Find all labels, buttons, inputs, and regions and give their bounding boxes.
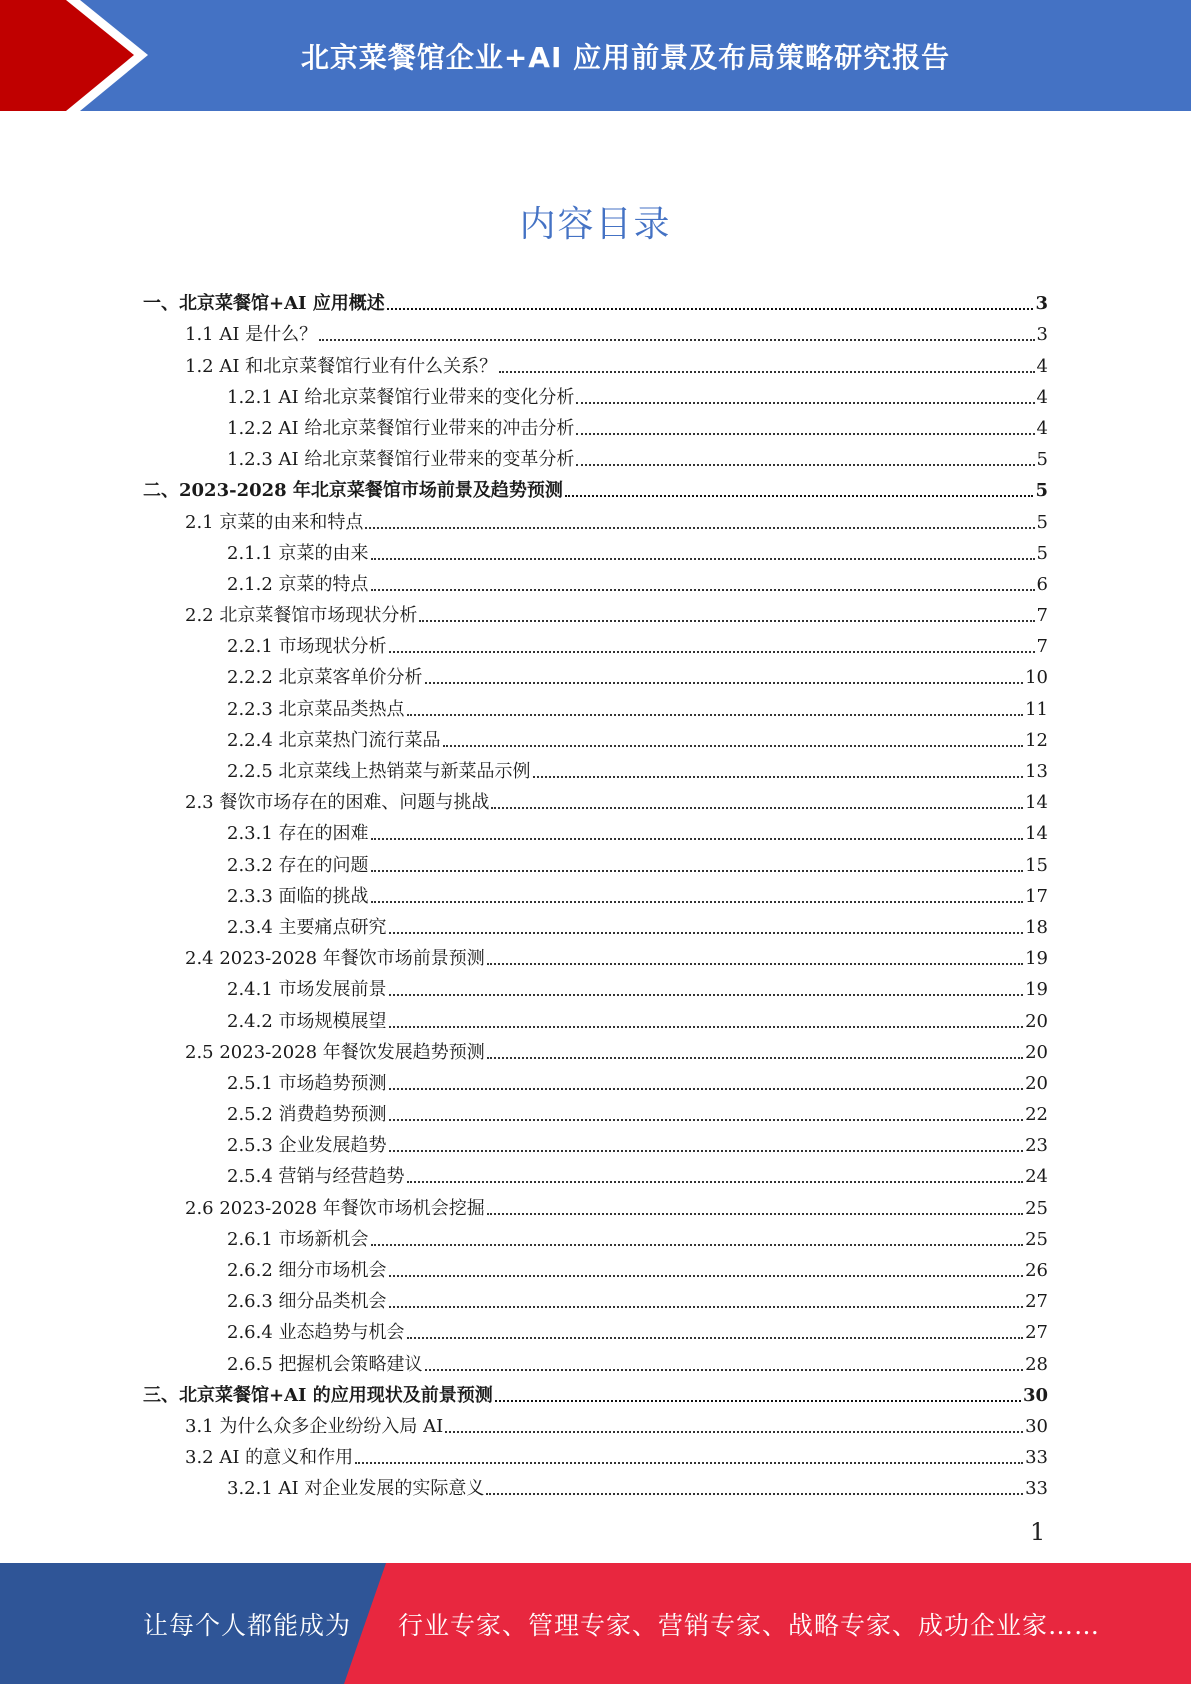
toc-entry-page: 19	[1025, 979, 1048, 1001]
toc-entry-title: 2.1.1 京菜的由来	[227, 542, 369, 564]
toc-entry-page: 22	[1025, 1104, 1048, 1126]
toc-entry-page: 33	[1025, 1478, 1048, 1500]
toc-entry-level-3[interactable]	[143, 1344, 1048, 1375]
toc-entry-title: 1.2 AI 和北京菜餐馆行业有什么关系？	[185, 355, 498, 377]
toc-entry-title: 1.2.2 AI 给北京菜餐馆行业带来的冲击分析	[227, 417, 575, 439]
toc-entry-level-1[interactable]	[143, 1376, 1048, 1407]
toc-entry-title: 2.5.2 消费趋势预测	[227, 1104, 387, 1126]
toc-dot-leader	[425, 682, 1024, 684]
toc-entry-page: 15	[1025, 854, 1048, 876]
toc-entry-level-3[interactable]	[143, 627, 1048, 658]
toc-entry-page: 14	[1025, 823, 1048, 845]
toc-entry-title: 一、北京菜餐馆+AI 应用概述	[143, 293, 385, 315]
toc-entry-title: 1.1 AI 是什么？	[185, 324, 318, 346]
report-title: 北京菜餐馆企业+AI 应用前景及布局策略研究报告	[300, 40, 951, 74]
toc-entry-title: 2.5 2023-2028 年餐饮发展趋势预测	[185, 1041, 485, 1063]
toc-entry-level-3[interactable]	[143, 721, 1048, 752]
toc-entry-page: 28	[1025, 1353, 1048, 1375]
toc-dot-leader	[389, 1275, 1024, 1277]
toc-entry-title: 2.6.4 业态趋势与机会	[227, 1322, 405, 1344]
toc-dot-leader	[486, 1493, 1023, 1495]
toc-entry-page: 12	[1025, 729, 1048, 751]
toc-entry-level-3[interactable]	[143, 409, 1048, 440]
toc-entry-title: 3.2.1 AI 对企业发展的实际意义	[227, 1478, 485, 1500]
toc-dot-leader	[443, 745, 1024, 747]
toc-entry-title: 2.3.3 面临的挑战	[227, 885, 369, 907]
toc-heading: 内容目录	[519, 204, 672, 245]
toc-entry-title: 2.5.1 市场趋势预测	[227, 1072, 387, 1094]
toc-dot-leader	[389, 1119, 1024, 1121]
toc-dot-leader	[487, 1213, 1023, 1215]
toc-entry-level-3[interactable]	[143, 1064, 1048, 1095]
header-banner	[0, 0, 1191, 111]
toc-entry-title: 2.6.3 细分品类机会	[227, 1291, 387, 1313]
toc-entry-level-3[interactable]	[143, 1001, 1048, 1032]
toc-dot-leader	[371, 1244, 1024, 1246]
toc-entry-page: 3	[1035, 293, 1048, 315]
toc-entry-page: 20	[1025, 1010, 1048, 1032]
toc-entry-title: 2.6.5 把握机会策略建议	[227, 1353, 423, 1375]
toc-dot-leader	[576, 464, 1034, 466]
toc-entry-page: 6	[1036, 573, 1048, 595]
toc-entry-level-3[interactable]	[143, 440, 1048, 471]
toc-entry-page: 27	[1025, 1291, 1048, 1313]
toc-entry-level-3[interactable]	[143, 1251, 1048, 1282]
toc-dot-leader	[487, 963, 1023, 965]
toc-dot-leader	[365, 527, 1034, 529]
toc-entry-level-3[interactable]	[143, 689, 1048, 720]
toc-entry-title: 2.6 2023-2028 年餐饮市场机会挖掘	[185, 1197, 485, 1219]
footer-slogan-right: 行业专家、管理专家、营销专家、战略专家、成功企业家……	[398, 1610, 1101, 1640]
toc-entry-level-2[interactable]	[143, 346, 1048, 377]
toc-entry-title: 2.5.3 企业发展趋势	[227, 1135, 387, 1157]
toc-dot-leader	[407, 1181, 1024, 1183]
toc-dot-leader	[576, 402, 1034, 404]
toc-entry-level-3[interactable]	[143, 1220, 1048, 1251]
toc-entry-page: 18	[1025, 916, 1048, 938]
toc-entry-page: 30	[1025, 1415, 1048, 1437]
toc-entry-level-2[interactable]	[143, 783, 1048, 814]
toc-entry-page: 11	[1025, 698, 1048, 720]
toc-entry-page: 3	[1036, 324, 1048, 346]
toc-entry-title: 3.1 为什么众多企业纷纷入局 AI	[185, 1415, 444, 1437]
toc-entry-page: 27	[1025, 1322, 1048, 1344]
toc-dot-leader	[389, 1150, 1024, 1152]
toc-entry-title: 1.2.3 AI 给北京菜餐馆行业带来的变革分析	[227, 449, 575, 471]
toc-entry-level-2[interactable]	[143, 502, 1048, 533]
toc-dot-leader	[533, 776, 1024, 778]
toc-entry-page: 10	[1025, 667, 1048, 689]
toc-entry-level-3[interactable]	[143, 908, 1048, 939]
toc-entry-level-3[interactable]	[143, 378, 1048, 409]
toc-dot-leader	[445, 1431, 1023, 1433]
toc-entry-level-3[interactable]	[143, 1469, 1048, 1500]
toc-entry-title: 2.2.3 北京菜品类热点	[227, 698, 405, 720]
toc-entry-level-3[interactable]	[143, 845, 1048, 876]
toc-entry-level-2[interactable]	[143, 1033, 1048, 1064]
toc-entry-level-3[interactable]	[143, 970, 1048, 1001]
toc-entry-title: 2.4.1 市场发展前景	[227, 979, 387, 1001]
toc-entry-page: 25	[1025, 1228, 1048, 1250]
toc-entry-title: 2.5.4 营销与经营趋势	[227, 1166, 405, 1188]
toc-entry-level-2[interactable]	[143, 315, 1048, 346]
toc-dot-leader	[487, 1057, 1023, 1059]
toc-entry-page: 26	[1025, 1260, 1048, 1281]
toc-entry-page: 13	[1025, 761, 1048, 782]
toc-dot-leader	[389, 994, 1024, 996]
toc-dot-leader	[389, 1026, 1024, 1028]
toc-entry-level-3[interactable]	[143, 877, 1048, 908]
toc-entry-title: 2.2.4 北京菜热门流行菜品	[227, 729, 441, 751]
toc-entry-title: 2.6.2 细分市场机会	[227, 1260, 387, 1281]
toc-entry-page: 4	[1036, 355, 1048, 377]
toc-entry-level-3[interactable]	[143, 752, 1048, 783]
toc-entry-title: 3.2 AI 的意义和作用	[185, 1447, 354, 1469]
page-number: 1	[1030, 1518, 1046, 1546]
toc-entry-level-3[interactable]	[143, 1126, 1048, 1157]
toc-dot-leader	[425, 1369, 1024, 1371]
toc-entry-title: 2.6.1 市场新机会	[227, 1228, 369, 1250]
toc-entry-page: 30	[1022, 1384, 1048, 1406]
toc-entry-title: 2.4 2023-2028 年餐饮市场前景预测	[185, 948, 485, 970]
toc-entry-level-3[interactable]	[143, 1157, 1048, 1188]
toc-entry-page: 14	[1025, 792, 1048, 814]
toc-entry-level-2[interactable]	[143, 1438, 1048, 1469]
toc-entry-title: 2.1 京菜的由来和特点	[185, 511, 364, 533]
toc-entry-page: 5	[1036, 511, 1048, 533]
toc-entry-page: 25	[1025, 1197, 1048, 1219]
toc-entry-title: 二、2023-2028 年北京菜餐馆市场前景及趋势预测	[143, 480, 563, 502]
toc-entry-level-3[interactable]	[143, 1282, 1048, 1313]
toc-entry-title: 2.3.1 存在的困难	[227, 823, 369, 845]
toc-dot-leader	[491, 807, 1023, 809]
toc-entry-level-3[interactable]	[143, 1313, 1048, 1344]
footer-banner	[0, 1563, 1191, 1684]
toc-dot-leader	[371, 838, 1024, 840]
toc-dot-leader	[371, 589, 1035, 591]
toc-entry-level-1[interactable]	[143, 284, 1048, 315]
toc-entry-title: 三、北京菜餐馆+AI 的应用现状及前景预测	[143, 1384, 493, 1406]
toc-entry-title: 2.2.2 北京菜客单价分析	[227, 667, 423, 689]
toc-dot-leader	[389, 1306, 1024, 1308]
toc-dot-leader	[407, 714, 1024, 716]
toc-entry-level-3[interactable]	[143, 658, 1048, 689]
toc-dot-leader	[355, 1462, 1023, 1464]
toc-dot-leader	[371, 870, 1024, 872]
toc-dot-leader	[371, 558, 1035, 560]
footer-slogan-left: 让每个人都能成为	[143, 1610, 352, 1640]
toc-dot-leader	[371, 901, 1024, 903]
toc-entry-level-1[interactable]	[143, 471, 1048, 502]
toc-dot-leader	[389, 651, 1035, 653]
toc-entry-level-2[interactable]	[143, 596, 1048, 627]
toc-entry-level-2[interactable]	[143, 1407, 1048, 1438]
toc-entry-page: 5	[1036, 449, 1048, 471]
toc-dot-leader	[419, 620, 1034, 622]
toc-entry-page: 4	[1036, 417, 1048, 439]
toc-dot-leader	[407, 1337, 1024, 1339]
toc-entry-title: 2.2.1 市场现状分析	[227, 636, 387, 658]
toc-dot-leader	[319, 339, 1034, 341]
toc-entry-page: 23	[1025, 1135, 1048, 1157]
toc-entry-title: 2.3.4 主要痛点研究	[227, 916, 387, 938]
toc-dot-leader	[495, 1400, 1021, 1402]
toc-dot-leader	[576, 433, 1034, 435]
toc-entry-page: 20	[1025, 1072, 1048, 1094]
toc-entry-page: 5	[1036, 542, 1048, 564]
toc-entry-title: 2.3.2 存在的问题	[227, 854, 369, 876]
toc-entry-page: 33	[1025, 1447, 1048, 1469]
toc-entry-title: 2.4.2 市场规模展望	[227, 1010, 387, 1032]
toc-entry-level-3[interactable]	[143, 534, 1048, 565]
toc-entry-page: 4	[1036, 386, 1048, 408]
toc-entry-page: 24	[1025, 1166, 1048, 1188]
toc-entry-level-2[interactable]	[143, 939, 1048, 970]
toc-entry-page: 19	[1025, 948, 1048, 970]
toc-dot-leader	[387, 308, 1034, 310]
toc-entry-page: 7	[1036, 636, 1048, 658]
toc-dot-leader	[565, 495, 1034, 497]
toc-entry-title: 1.2.1 AI 给北京菜餐馆行业带来的变化分析	[227, 386, 575, 408]
toc-entry-title: 2.1.2 京菜的特点	[227, 573, 369, 595]
toc-entry-level-3[interactable]	[143, 1095, 1048, 1126]
toc-entry-title: 2.3 餐饮市场存在的困难、问题与挑战	[185, 792, 490, 814]
toc-dot-leader	[389, 1088, 1024, 1090]
toc-dot-leader	[389, 932, 1024, 934]
toc-entry-page: 20	[1025, 1041, 1048, 1063]
table-of-contents	[143, 284, 1048, 1500]
toc-entry-level-2[interactable]	[143, 1188, 1048, 1219]
toc-entry-level-3[interactable]	[143, 565, 1048, 596]
toc-dot-leader	[499, 371, 1034, 373]
toc-entry-title: 2.2 北京菜餐馆市场现状分析	[185, 605, 418, 627]
toc-entry-title: 2.2.5 北京菜线上热销菜与新菜品示例	[227, 761, 531, 782]
toc-entry-page: 5	[1035, 480, 1048, 502]
toc-entry-page: 7	[1036, 605, 1048, 627]
toc-entry-level-3[interactable]	[143, 814, 1048, 845]
toc-entry-page: 17	[1025, 885, 1048, 907]
